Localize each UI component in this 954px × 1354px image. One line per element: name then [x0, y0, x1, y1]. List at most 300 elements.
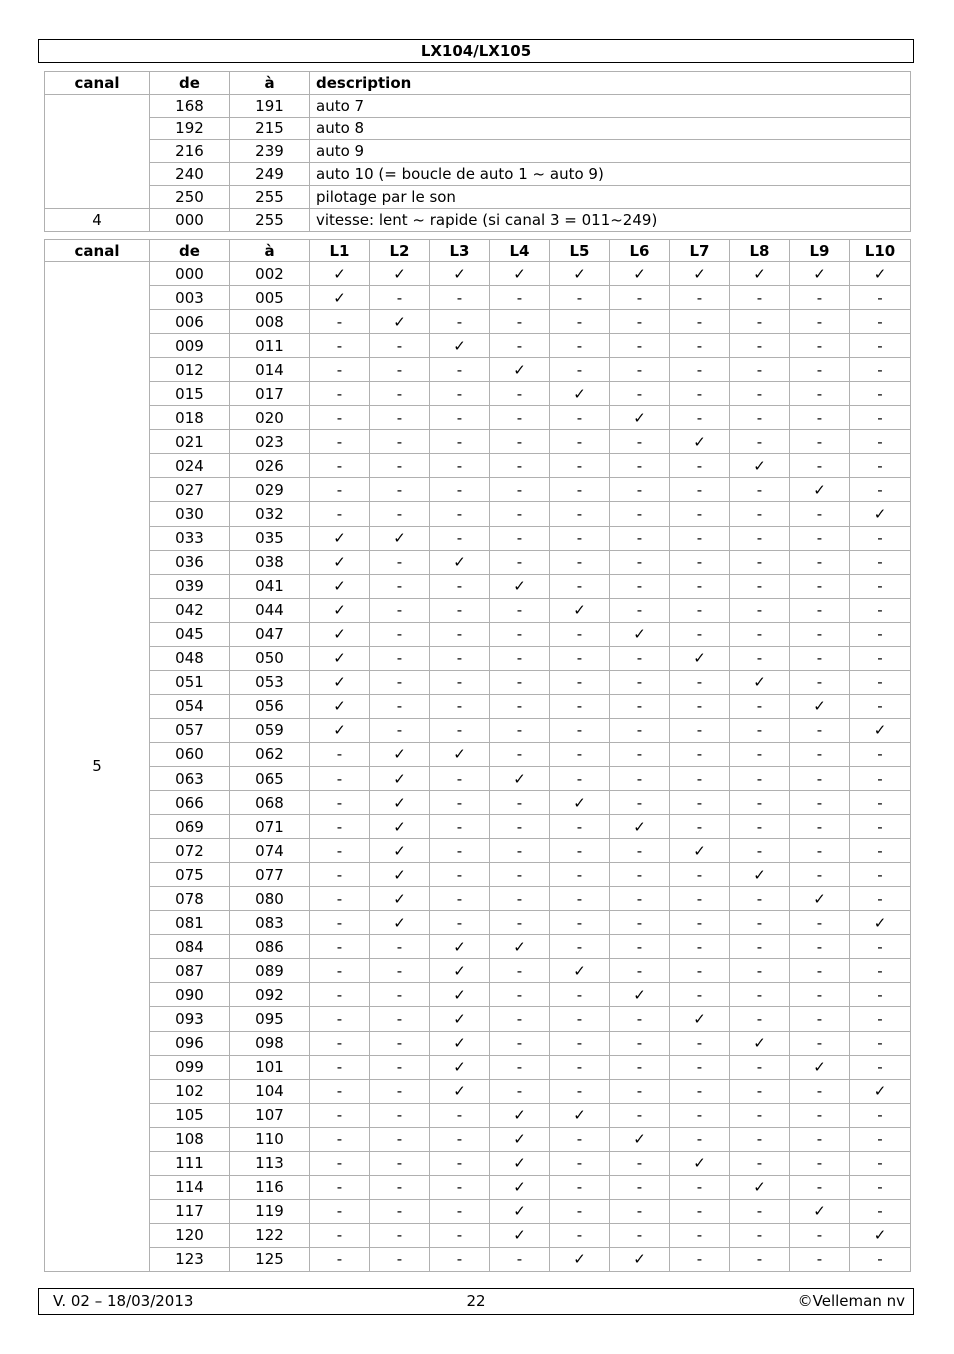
- dash-mark: -: [430, 454, 490, 478]
- dash-mark: -: [310, 1055, 370, 1079]
- check-icon: ✓: [370, 310, 430, 334]
- cell-a: 095: [230, 1007, 310, 1031]
- table-row: [45, 208, 911, 231]
- dash-mark: -: [310, 815, 370, 839]
- check-icon: ✓: [730, 262, 790, 286]
- dash-mark: -: [670, 983, 730, 1007]
- dash-mark: -: [850, 1103, 911, 1127]
- dash-mark: -: [310, 310, 370, 334]
- dash-mark: -: [310, 1007, 370, 1031]
- dash-mark: -: [850, 646, 911, 670]
- dash-mark: -: [370, 1007, 430, 1031]
- cell-a: 032: [230, 502, 310, 526]
- dash-mark: -: [790, 911, 850, 935]
- dash-mark: -: [850, 766, 911, 790]
- dash-mark: -: [850, 983, 911, 1007]
- dash-mark: -: [790, 550, 850, 574]
- dash-mark: -: [670, 887, 730, 911]
- table-row: [45, 1079, 911, 1103]
- dash-mark: -: [370, 935, 430, 959]
- table-row: [45, 863, 911, 887]
- dash-mark: -: [670, 286, 730, 310]
- dash-mark: -: [730, 742, 790, 766]
- dash-mark: -: [850, 887, 911, 911]
- dash-mark: -: [850, 454, 911, 478]
- dash-mark: -: [790, 1247, 850, 1271]
- cell-de: 066: [150, 791, 230, 815]
- dash-mark: -: [310, 1103, 370, 1127]
- cell-de: 087: [150, 959, 230, 983]
- check-icon: ✓: [730, 1031, 790, 1055]
- cell-de: 250: [150, 185, 230, 208]
- dash-mark: -: [490, 382, 550, 406]
- cell-description: auto 8: [310, 117, 911, 140]
- dash-mark: -: [610, 1103, 670, 1127]
- dash-mark: -: [850, 1151, 911, 1175]
- check-icon: ✓: [610, 815, 670, 839]
- dash-mark: -: [730, 983, 790, 1007]
- cell-a: 047: [230, 622, 310, 646]
- dash-mark: -: [490, 454, 550, 478]
- dash-mark: -: [730, 911, 790, 935]
- check-icon: ✓: [430, 262, 490, 286]
- dash-mark: -: [790, 959, 850, 983]
- dash-mark: -: [850, 286, 911, 310]
- dash-mark: -: [730, 1127, 790, 1151]
- dash-mark: -: [670, 742, 730, 766]
- col-header-a: à: [230, 72, 310, 95]
- dash-mark: -: [850, 478, 911, 502]
- cell-a: 056: [230, 694, 310, 718]
- check-icon: ✓: [850, 718, 911, 742]
- dash-mark: -: [490, 863, 550, 887]
- dash-mark: -: [310, 887, 370, 911]
- cell-a: 011: [230, 334, 310, 358]
- dash-mark: -: [370, 1247, 430, 1271]
- dash-mark: -: [730, 887, 790, 911]
- dash-mark: -: [730, 1199, 790, 1223]
- check-icon: ✓: [730, 863, 790, 887]
- dash-mark: -: [370, 382, 430, 406]
- dash-mark: -: [430, 430, 490, 454]
- cell-a: 110: [230, 1127, 310, 1151]
- dash-mark: -: [550, 911, 610, 935]
- dash-mark: -: [430, 1103, 490, 1127]
- dash-mark: -: [490, 1007, 550, 1031]
- dash-mark: -: [730, 358, 790, 382]
- dash-mark: -: [550, 694, 610, 718]
- check-icon: ✓: [850, 911, 911, 935]
- cell-a: 086: [230, 935, 310, 959]
- check-icon: ✓: [790, 478, 850, 502]
- table-row: [45, 382, 911, 406]
- dash-mark: -: [790, 358, 850, 382]
- dash-mark: -: [550, 1151, 610, 1175]
- dash-mark: -: [670, 1127, 730, 1151]
- cell-a: 008: [230, 310, 310, 334]
- dash-mark: -: [550, 863, 610, 887]
- dash-mark: -: [790, 1175, 850, 1199]
- table-row: [45, 163, 911, 186]
- check-icon: ✓: [310, 670, 370, 694]
- cell-de: 108: [150, 1127, 230, 1151]
- dash-mark: -: [550, 574, 610, 598]
- dash-mark: -: [670, 863, 730, 887]
- check-icon: ✓: [430, 550, 490, 574]
- table-row: [45, 574, 911, 598]
- dash-mark: -: [730, 839, 790, 863]
- dash-mark: -: [790, 718, 850, 742]
- check-icon: ✓: [430, 1031, 490, 1055]
- dash-mark: -: [550, 1199, 610, 1223]
- dash-mark: -: [730, 310, 790, 334]
- dash-mark: -: [430, 598, 490, 622]
- dash-mark: -: [790, 646, 850, 670]
- cell-de: 015: [150, 382, 230, 406]
- dash-mark: -: [730, 1079, 790, 1103]
- cell-a: 059: [230, 718, 310, 742]
- cell-de: 099: [150, 1055, 230, 1079]
- dash-mark: -: [790, 310, 850, 334]
- cell-description: vitesse: lent ~ rapide (si canal 3 = 011~249): [310, 208, 911, 231]
- dash-mark: -: [730, 622, 790, 646]
- dash-mark: -: [370, 574, 430, 598]
- dash-mark: -: [730, 935, 790, 959]
- check-icon: ✓: [610, 1247, 670, 1271]
- dash-mark: -: [790, 526, 850, 550]
- dash-mark: -: [430, 1151, 490, 1175]
- cell-de: 075: [150, 863, 230, 887]
- dash-mark: -: [610, 358, 670, 382]
- dash-mark: -: [850, 622, 911, 646]
- check-icon: ✓: [610, 1127, 670, 1151]
- check-icon: ✓: [370, 911, 430, 935]
- cell-de: 120: [150, 1223, 230, 1247]
- dash-mark: -: [430, 358, 490, 382]
- dash-mark: -: [550, 334, 610, 358]
- dash-mark: -: [490, 694, 550, 718]
- cell-de: 030: [150, 502, 230, 526]
- dash-mark: -: [310, 430, 370, 454]
- table-row: [45, 815, 911, 839]
- check-icon: ✓: [670, 839, 730, 863]
- dash-mark: -: [430, 310, 490, 334]
- dash-mark: -: [730, 478, 790, 502]
- dash-mark: -: [550, 1175, 610, 1199]
- cell-canal: 4: [45, 208, 150, 231]
- col-header-de: de: [150, 72, 230, 95]
- check-icon: ✓: [790, 262, 850, 286]
- cell-de: 042: [150, 598, 230, 622]
- dash-mark: -: [310, 1175, 370, 1199]
- dash-mark: -: [850, 334, 911, 358]
- table-row: [45, 454, 911, 478]
- dash-mark: -: [490, 1055, 550, 1079]
- dash-mark: -: [670, 1247, 730, 1271]
- dash-mark: -: [550, 502, 610, 526]
- check-icon: ✓: [790, 1055, 850, 1079]
- check-icon: ✓: [310, 622, 370, 646]
- cell-description: auto 7: [310, 94, 911, 117]
- dash-mark: -: [670, 550, 730, 574]
- cell-de: 009: [150, 334, 230, 358]
- col-header-l4: L4: [490, 240, 550, 262]
- dash-mark: -: [310, 454, 370, 478]
- cell-a: 014: [230, 358, 310, 382]
- dash-mark: -: [670, 382, 730, 406]
- dash-mark: -: [310, 334, 370, 358]
- dash-mark: -: [490, 598, 550, 622]
- dash-mark: -: [850, 791, 911, 815]
- dash-mark: -: [670, 694, 730, 718]
- check-icon: ✓: [430, 983, 490, 1007]
- cell-a: 101: [230, 1055, 310, 1079]
- cell-de: 021: [150, 430, 230, 454]
- dash-mark: -: [310, 742, 370, 766]
- dash-mark: -: [670, 334, 730, 358]
- cell-a: 068: [230, 791, 310, 815]
- table-row: [45, 791, 911, 815]
- table-row: [45, 502, 911, 526]
- dash-mark: -: [670, 454, 730, 478]
- dash-mark: -: [550, 1007, 610, 1031]
- check-icon: ✓: [310, 694, 370, 718]
- check-icon: ✓: [370, 262, 430, 286]
- dash-mark: -: [370, 1055, 430, 1079]
- check-icon: ✓: [550, 959, 610, 983]
- check-icon: ✓: [550, 262, 610, 286]
- dash-mark: -: [730, 1103, 790, 1127]
- table-row: [45, 694, 911, 718]
- cell-description: pilotage par le son: [310, 185, 911, 208]
- dash-mark: -: [790, 1079, 850, 1103]
- table-row: [45, 1031, 911, 1055]
- dash-mark: -: [730, 959, 790, 983]
- dash-mark: -: [610, 718, 670, 742]
- table-row: [45, 1247, 911, 1271]
- check-icon: ✓: [850, 502, 911, 526]
- check-icon: ✓: [310, 598, 370, 622]
- cell-a: 092: [230, 983, 310, 1007]
- dash-mark: -: [730, 382, 790, 406]
- dash-mark: -: [670, 502, 730, 526]
- check-icon: ✓: [430, 1079, 490, 1103]
- dash-mark: -: [550, 1055, 610, 1079]
- cell-a: 107: [230, 1103, 310, 1127]
- dash-mark: -: [370, 718, 430, 742]
- dash-mark: -: [430, 718, 490, 742]
- dash-mark: -: [790, 406, 850, 430]
- dash-mark: -: [370, 502, 430, 526]
- check-icon: ✓: [730, 454, 790, 478]
- table-row: [45, 406, 911, 430]
- dash-mark: -: [790, 382, 850, 406]
- dash-mark: -: [850, 863, 911, 887]
- dash-mark: -: [610, 1055, 670, 1079]
- dash-mark: -: [610, 911, 670, 935]
- cell-a: 098: [230, 1031, 310, 1055]
- table-row: [45, 262, 911, 286]
- col-header-l2: L2: [370, 240, 430, 262]
- dash-mark: -: [430, 1247, 490, 1271]
- check-icon: ✓: [610, 406, 670, 430]
- cell-de: 078: [150, 887, 230, 911]
- dash-mark: -: [790, 502, 850, 526]
- description-table: [44, 71, 911, 232]
- check-icon: ✓: [490, 262, 550, 286]
- dash-mark: -: [430, 526, 490, 550]
- cell-de: 006: [150, 310, 230, 334]
- dash-mark: -: [430, 766, 490, 790]
- cell-a: 104: [230, 1079, 310, 1103]
- dash-mark: -: [850, 598, 911, 622]
- dash-mark: -: [310, 1127, 370, 1151]
- dash-mark: -: [310, 1079, 370, 1103]
- cell-de: 054: [150, 694, 230, 718]
- dash-mark: -: [310, 1247, 370, 1271]
- check-icon: ✓: [490, 766, 550, 790]
- cell-de: 084: [150, 935, 230, 959]
- dash-mark: -: [310, 839, 370, 863]
- cell-de: 123: [150, 1247, 230, 1271]
- dash-mark: -: [430, 670, 490, 694]
- dash-mark: -: [610, 310, 670, 334]
- check-icon: ✓: [430, 334, 490, 358]
- cell-de: 057: [150, 718, 230, 742]
- check-icon: ✓: [550, 1103, 610, 1127]
- dash-mark: -: [610, 791, 670, 815]
- col-header-l1: L1: [310, 240, 370, 262]
- dash-mark: -: [550, 670, 610, 694]
- check-icon: ✓: [670, 430, 730, 454]
- table-row: [45, 430, 911, 454]
- cell-de: 003: [150, 286, 230, 310]
- dash-mark: -: [550, 983, 610, 1007]
- dash-mark: -: [430, 1199, 490, 1223]
- cell-a: 113: [230, 1151, 310, 1175]
- channel5-table: [44, 239, 911, 1272]
- dash-mark: -: [370, 550, 430, 574]
- check-icon: ✓: [730, 1175, 790, 1199]
- dash-mark: -: [550, 839, 610, 863]
- col-header-canal: canal: [45, 240, 150, 262]
- dash-mark: -: [550, 1031, 610, 1055]
- dash-mark: -: [790, 1151, 850, 1175]
- dash-mark: -: [430, 406, 490, 430]
- dash-mark: -: [430, 478, 490, 502]
- cell-de: 069: [150, 815, 230, 839]
- copyright: ©Velleman nv: [797, 1292, 905, 1310]
- dash-mark: -: [490, 406, 550, 430]
- cell-de: 081: [150, 911, 230, 935]
- dash-mark: -: [550, 718, 610, 742]
- check-icon: ✓: [370, 815, 430, 839]
- dash-mark: -: [310, 382, 370, 406]
- dash-mark: -: [430, 887, 490, 911]
- cell-de: 000: [150, 208, 230, 231]
- dash-mark: -: [850, 574, 911, 598]
- dash-mark: -: [670, 358, 730, 382]
- dash-mark: -: [370, 1031, 430, 1055]
- dash-mark: -: [610, 959, 670, 983]
- col-header-a: à: [230, 240, 310, 262]
- dash-mark: -: [790, 863, 850, 887]
- col-header-canal: canal: [45, 72, 150, 95]
- dash-mark: -: [490, 1247, 550, 1271]
- dash-mark: -: [370, 959, 430, 983]
- dash-mark: -: [670, 1199, 730, 1223]
- table-row: [45, 718, 911, 742]
- dash-mark: -: [730, 766, 790, 790]
- dash-mark: -: [790, 454, 850, 478]
- dash-mark: -: [370, 406, 430, 430]
- dash-mark: -: [670, 526, 730, 550]
- dash-mark: -: [490, 334, 550, 358]
- table-row: [45, 646, 911, 670]
- check-icon: ✓: [670, 1007, 730, 1031]
- table-row: [45, 766, 911, 790]
- dash-mark: -: [730, 574, 790, 598]
- dash-mark: -: [850, 1247, 911, 1271]
- cell-a: 083: [230, 911, 310, 935]
- dash-mark: -: [790, 983, 850, 1007]
- table-row: [45, 185, 911, 208]
- col-header-l9: L9: [790, 240, 850, 262]
- dash-mark: -: [610, 382, 670, 406]
- col-header-l10: L10: [850, 240, 911, 262]
- check-icon: ✓: [310, 550, 370, 574]
- table-row: [45, 1007, 911, 1031]
- dash-mark: -: [670, 911, 730, 935]
- table-header-row: [45, 72, 911, 95]
- dash-mark: -: [730, 406, 790, 430]
- table-row: [45, 117, 911, 140]
- dash-mark: -: [790, 1103, 850, 1127]
- dash-mark: -: [550, 766, 610, 790]
- check-icon: ✓: [490, 574, 550, 598]
- dash-mark: -: [370, 646, 430, 670]
- check-icon: ✓: [370, 791, 430, 815]
- cell-de: 027: [150, 478, 230, 502]
- dash-mark: -: [850, 358, 911, 382]
- check-icon: ✓: [610, 622, 670, 646]
- cell-de: 012: [150, 358, 230, 382]
- dash-mark: -: [430, 646, 490, 670]
- dash-mark: -: [370, 286, 430, 310]
- cell-de: 096: [150, 1031, 230, 1055]
- cell-de: 048: [150, 646, 230, 670]
- dash-mark: -: [850, 430, 911, 454]
- dash-mark: -: [370, 454, 430, 478]
- dash-mark: -: [790, 742, 850, 766]
- dash-mark: -: [370, 1223, 430, 1247]
- dash-mark: -: [550, 526, 610, 550]
- cell-a: 255: [230, 208, 310, 231]
- cell-de: 216: [150, 140, 230, 163]
- dash-mark: -: [310, 791, 370, 815]
- cell-a: 005: [230, 286, 310, 310]
- dash-mark: -: [550, 406, 610, 430]
- dash-mark: -: [610, 863, 670, 887]
- dash-mark: -: [490, 742, 550, 766]
- dash-mark: -: [430, 574, 490, 598]
- dash-mark: -: [850, 382, 911, 406]
- cell-a: 038: [230, 550, 310, 574]
- dash-mark: -: [370, 358, 430, 382]
- check-icon: ✓: [610, 983, 670, 1007]
- dash-mark: -: [670, 478, 730, 502]
- cell-a: 074: [230, 839, 310, 863]
